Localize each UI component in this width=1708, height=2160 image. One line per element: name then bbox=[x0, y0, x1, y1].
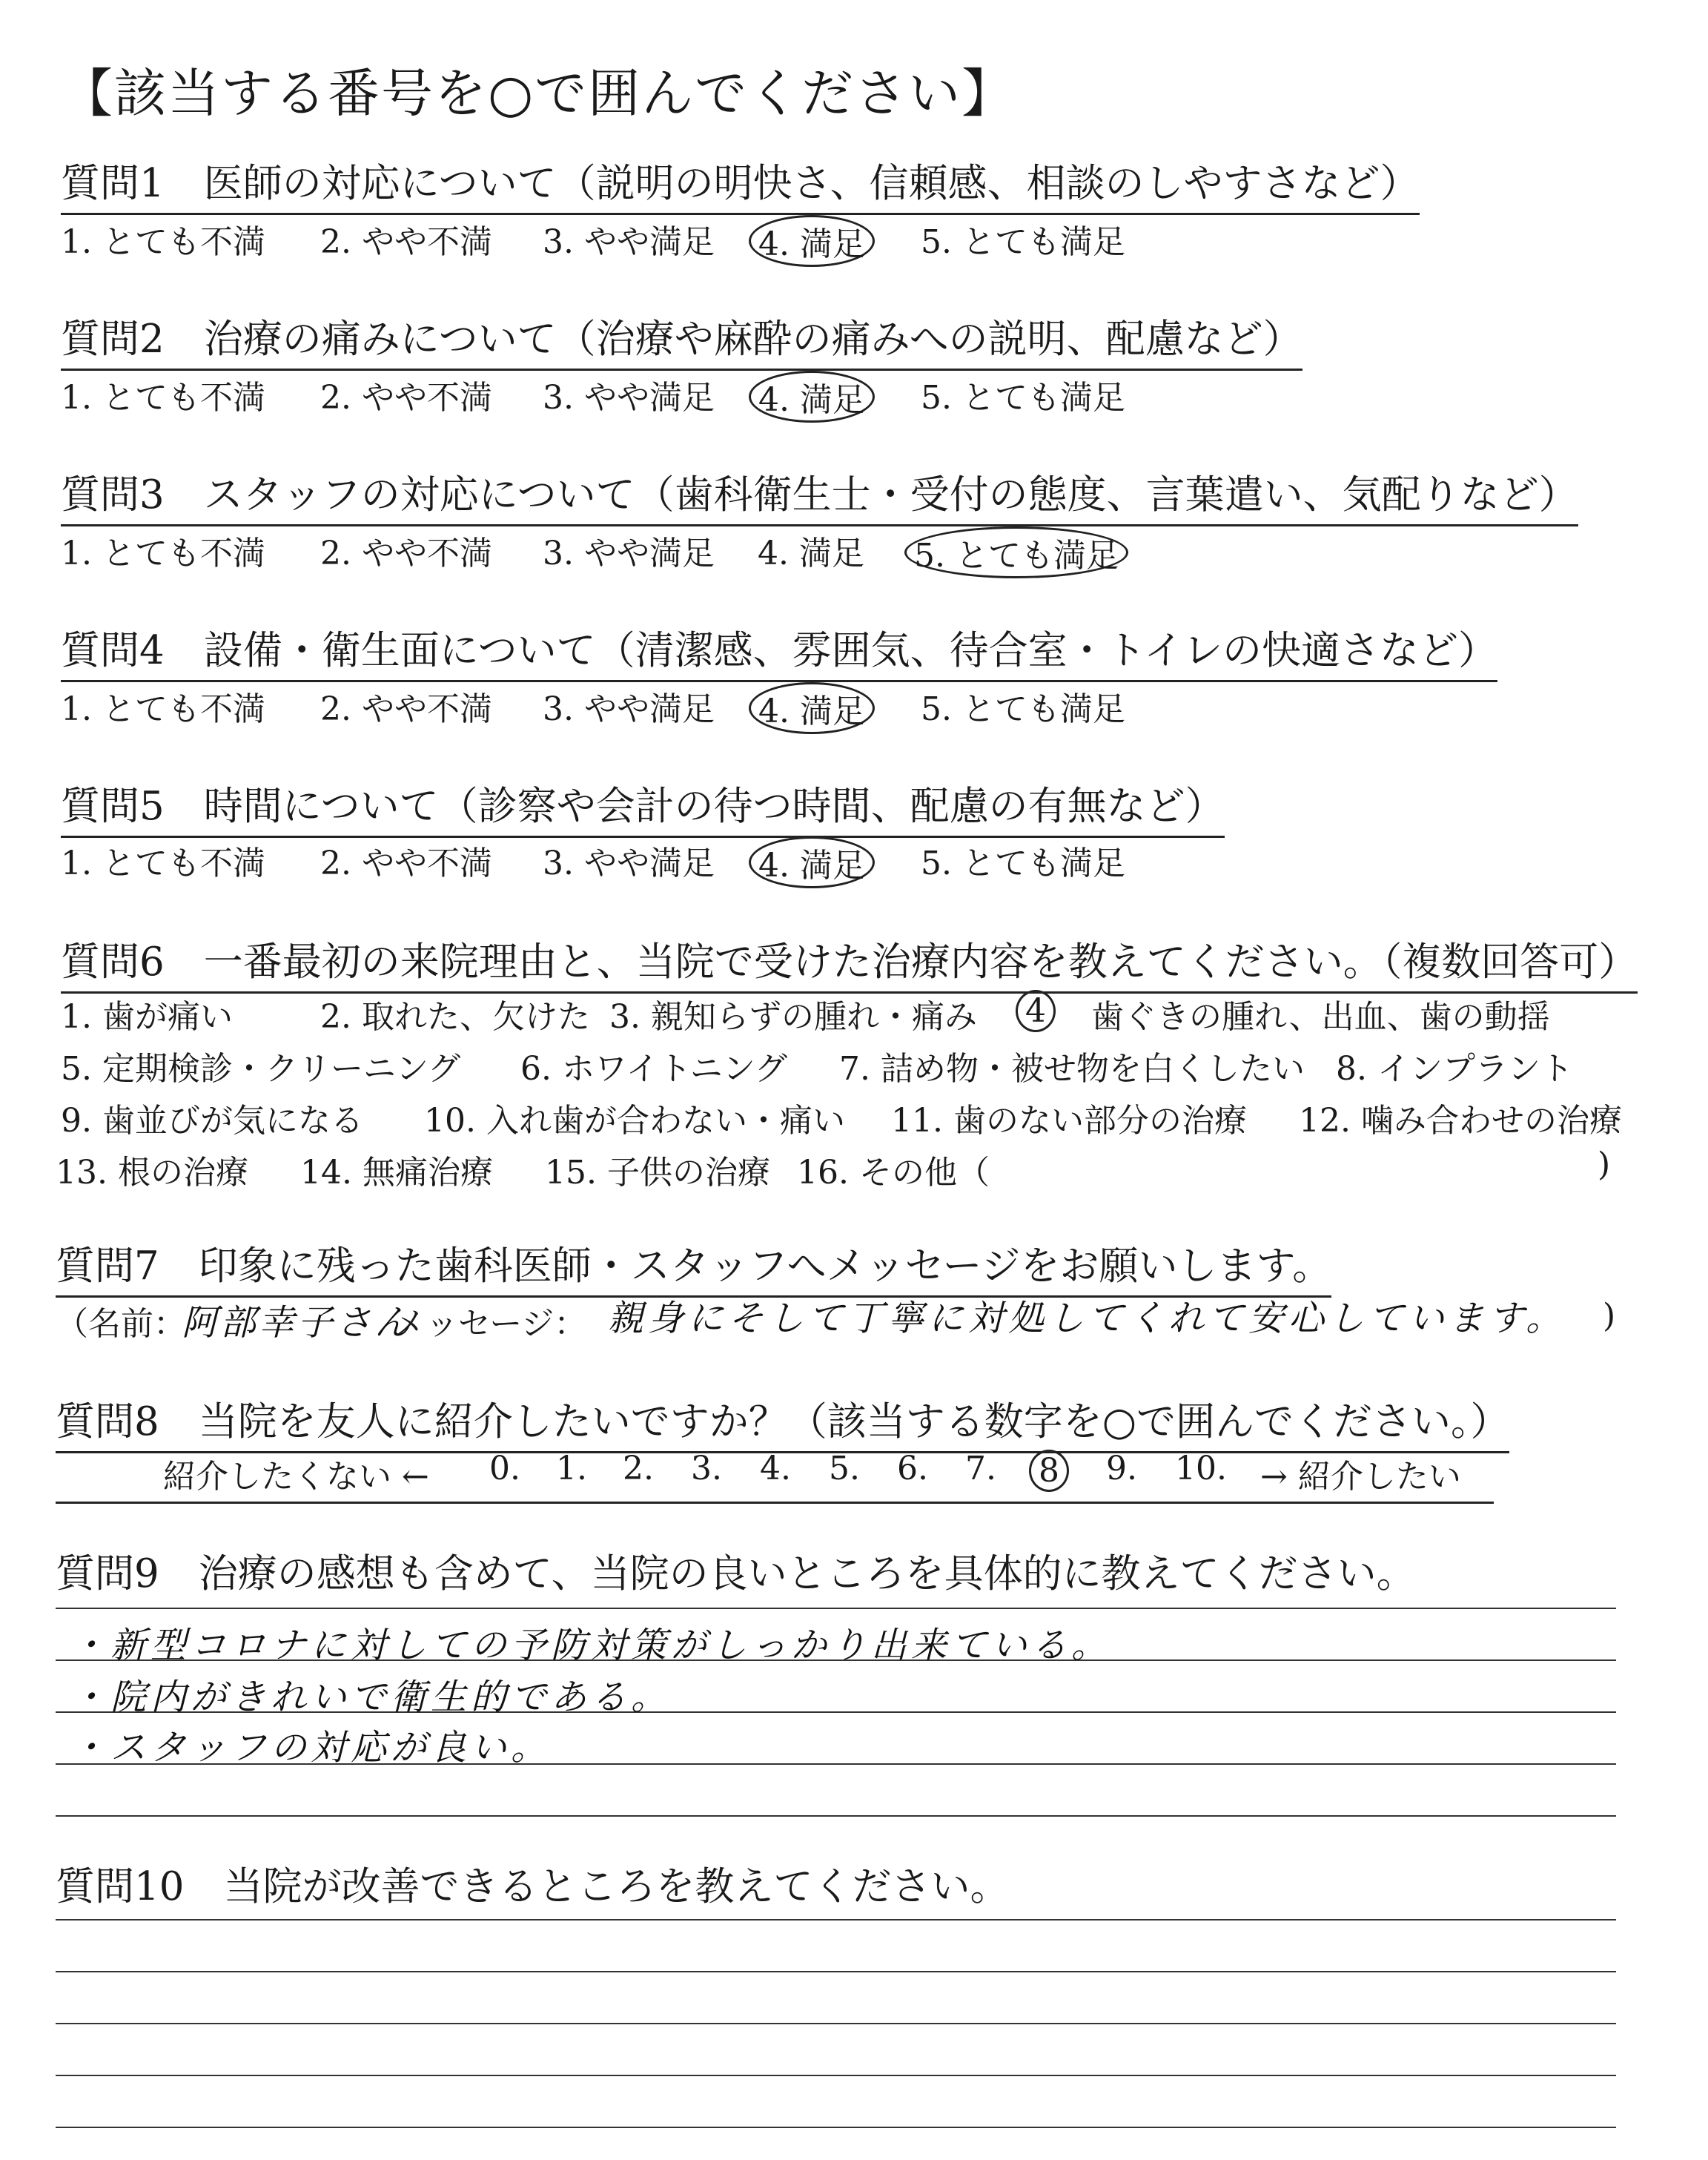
q6-row-2 bbox=[61, 1042, 1632, 1086]
q8-number-2[interactable]: 2. bbox=[623, 1450, 654, 1487]
q8-number-3[interactable]: 3. bbox=[691, 1450, 722, 1487]
q8-left-label: 紹介したくない ← bbox=[163, 1458, 429, 1496]
q4-option-3[interactable]: 3. やや満足 bbox=[543, 690, 715, 728]
q6-option-8[interactable]: 8. インプラント bbox=[1336, 1050, 1573, 1088]
q7-name-prefix: （名前： bbox=[56, 1305, 186, 1343]
question-4-title: 質問4 設備・衛生面について（清潔感、雰囲気、待合室・トイレの快適さなど） bbox=[61, 619, 1497, 682]
q10-line-2 bbox=[56, 1971, 1616, 1972]
q6-option-14[interactable]: 14. 無痛治療 bbox=[300, 1154, 493, 1192]
q10-line-3 bbox=[56, 2023, 1616, 2024]
question-7-title: 質問7 印象に残った歯科医師・スタッフへメッセージをお願いします。 bbox=[56, 1235, 1331, 1298]
question-1-options bbox=[61, 215, 1321, 263]
q5-option-4-circled[interactable]: 4. 満足 bbox=[749, 836, 875, 888]
q6-option-3[interactable]: 3. 親知らずの腫れ・痛み bbox=[609, 998, 977, 1036]
q1-option-3[interactable]: 3. やや満足 bbox=[543, 223, 715, 261]
q6-option-2[interactable]: 2. 取れた、欠けた bbox=[320, 998, 590, 1036]
q3-option-5-circled[interactable]: 5. とても満足 bbox=[904, 526, 1128, 578]
q4-option-5[interactable]: 5. とても満足 bbox=[921, 690, 1125, 728]
q7-answer-row bbox=[56, 1294, 1627, 1346]
q6-option-15[interactable]: 15. 子供の治療 bbox=[545, 1154, 770, 1192]
q6-option-9[interactable]: 9. 歯並びが気になる bbox=[61, 1102, 363, 1140]
q8-number-0[interactable]: 0. bbox=[489, 1450, 520, 1487]
q8-number-5[interactable]: 5. bbox=[829, 1450, 860, 1487]
q8-scale bbox=[163, 1450, 1497, 1494]
question-2-options bbox=[61, 371, 1321, 419]
q6-other-close-paren: ) bbox=[1598, 1146, 1611, 1183]
q1-option-1[interactable]: 1. とても不満 bbox=[61, 223, 265, 261]
q6-option-10[interactable]: 10. 入れ歯が合わない・痛い bbox=[424, 1102, 845, 1140]
q2-option-5[interactable]: 5. とても満足 bbox=[921, 379, 1125, 417]
page-title: 【該当する番号を○で囲んでください】 bbox=[61, 63, 1016, 124]
q6-option-12[interactable]: 12. 噛み合わせの治療 bbox=[1299, 1102, 1622, 1140]
q8-number-8-circled[interactable]: 8 bbox=[1029, 1450, 1069, 1492]
q9-line-5 bbox=[56, 1815, 1616, 1817]
q10-line-1 bbox=[56, 1919, 1616, 1920]
q3-option-4[interactable]: 4. 満足 bbox=[758, 535, 864, 572]
q4-option-4-circled[interactable]: 4. 満足 bbox=[749, 682, 875, 734]
q9-answer-2[interactable]: ・院内がきれいで衛生的である。 bbox=[70, 1677, 672, 1718]
q5-option-1[interactable]: 1. とても不満 bbox=[61, 845, 265, 882]
q7-close-paren: ) bbox=[1603, 1297, 1616, 1335]
q3-option-2[interactable]: 2. やや不満 bbox=[320, 535, 492, 572]
q7-name-handwritten[interactable]: 阿部幸子さん bbox=[182, 1302, 414, 1344]
q6-option-16[interactable]: 16. その他（ bbox=[797, 1154, 990, 1192]
q9-answer-3[interactable]: ・スタッフの対応が良い。 bbox=[70, 1727, 552, 1768]
question-5-title: 質問5 時間について（診察や会計の待つ時間、配慮の有無など） bbox=[61, 775, 1225, 838]
q9-line-1 bbox=[56, 1608, 1616, 1609]
q2-option-2[interactable]: 2. やや不満 bbox=[320, 379, 492, 417]
q10-line-5 bbox=[56, 2127, 1616, 2128]
q7-message-handwritten[interactable]: 親身にそして丁寧に対処してくれて安心しています。 bbox=[608, 1298, 1566, 1339]
q9-answer-1[interactable]: ・新型コロナに対しての予防対策がしっかり出来ている。 bbox=[70, 1625, 1112, 1666]
q8-number-9[interactable]: 9. bbox=[1106, 1450, 1137, 1487]
q6-option-1[interactable]: 1. 歯が痛い bbox=[61, 998, 233, 1036]
q4-option-1[interactable]: 1. とても不満 bbox=[61, 690, 265, 728]
q1-option-5[interactable]: 5. とても満足 bbox=[921, 223, 1125, 261]
q5-option-3[interactable]: 3. やや満足 bbox=[543, 845, 715, 882]
q8-number-10[interactable]: 10. bbox=[1175, 1450, 1227, 1487]
q6-option-6[interactable]: 6. ホワイトニング bbox=[520, 1050, 788, 1088]
question-5-options bbox=[61, 836, 1321, 885]
q2-option-4-circled[interactable]: 4. 満足 bbox=[749, 371, 875, 423]
question-3-options bbox=[61, 526, 1321, 575]
q7-message-prefix: メッセージ： bbox=[393, 1305, 587, 1343]
q5-option-5[interactable]: 5. とても満足 bbox=[921, 845, 1125, 882]
q8-underline bbox=[56, 1502, 1494, 1504]
q6-option-13[interactable]: 13. 根の治療 bbox=[56, 1154, 248, 1192]
q2-option-1[interactable]: 1. とても不満 bbox=[61, 379, 265, 417]
question-8-title: 質問8 当院を友人に紹介したいですか？（該当する数字を○で囲んでください。） bbox=[56, 1390, 1509, 1453]
question-2-title: 質問2 治療の痛みについて（治療や麻酔の痛みへの説明、配慮など） bbox=[61, 308, 1302, 371]
q8-number-4[interactable]: 4. bbox=[760, 1450, 791, 1487]
q3-option-3[interactable]: 3. やや満足 bbox=[543, 535, 715, 572]
question-4-options bbox=[61, 682, 1321, 730]
question-10-title: 質問10 当院が改善できるところを教えてください。 bbox=[56, 1864, 1010, 1909]
q8-number-7[interactable]: 7. bbox=[965, 1450, 996, 1487]
q6-row-1 bbox=[61, 990, 1632, 1034]
q1-option-2[interactable]: 2. やや不満 bbox=[320, 223, 492, 261]
q10-line-4 bbox=[56, 2075, 1616, 2076]
q6-option-11[interactable]: 11. 歯のない部分の治療 bbox=[891, 1102, 1247, 1140]
q3-option-1[interactable]: 1. とても不満 bbox=[61, 535, 265, 572]
question-3-title: 質問3 スタッフの対応について（歯科衛生士・受付の態度、言葉遣い、気配りなど） bbox=[61, 463, 1578, 526]
q1-option-4-circled[interactable]: 4. 満足 bbox=[749, 215, 875, 267]
q2-option-3[interactable]: 3. やや満足 bbox=[543, 379, 715, 417]
q4-option-2[interactable]: 2. やや不満 bbox=[320, 690, 492, 728]
q6-option-4-label[interactable]: 歯ぐきの腫れ、出血、歯の動揺 bbox=[1091, 998, 1550, 1036]
question-1-title: 質問1 医師の対応について（説明の明快さ、信頼感、相談のしやすさなど） bbox=[61, 152, 1420, 215]
q6-option-5[interactable]: 5. 定期検診・クリーニング bbox=[61, 1050, 461, 1088]
q6-option-7[interactable]: 7. 詰め物・被せ物を白くしたい bbox=[839, 1050, 1305, 1088]
question-6-title: 質問6 一番最初の来院理由と、当院で受けた治療内容を教えてください。（複数回答可） bbox=[61, 931, 1638, 994]
q8-number-1[interactable]: 1. bbox=[556, 1450, 587, 1487]
q5-option-2[interactable]: 2. やや不満 bbox=[320, 845, 492, 882]
q6-row-3 bbox=[61, 1094, 1632, 1138]
q6-row-4 bbox=[56, 1146, 1627, 1190]
q8-number-6[interactable]: 6. bbox=[897, 1450, 928, 1487]
question-9-title: 質問9 治療の感想も含めて、当院の良いところを具体的に教えてください。 bbox=[56, 1551, 1416, 1596]
q8-right-label: → 紹介したい bbox=[1260, 1458, 1461, 1496]
q6-option-4-circled[interactable]: 4 bbox=[1016, 990, 1056, 1032]
